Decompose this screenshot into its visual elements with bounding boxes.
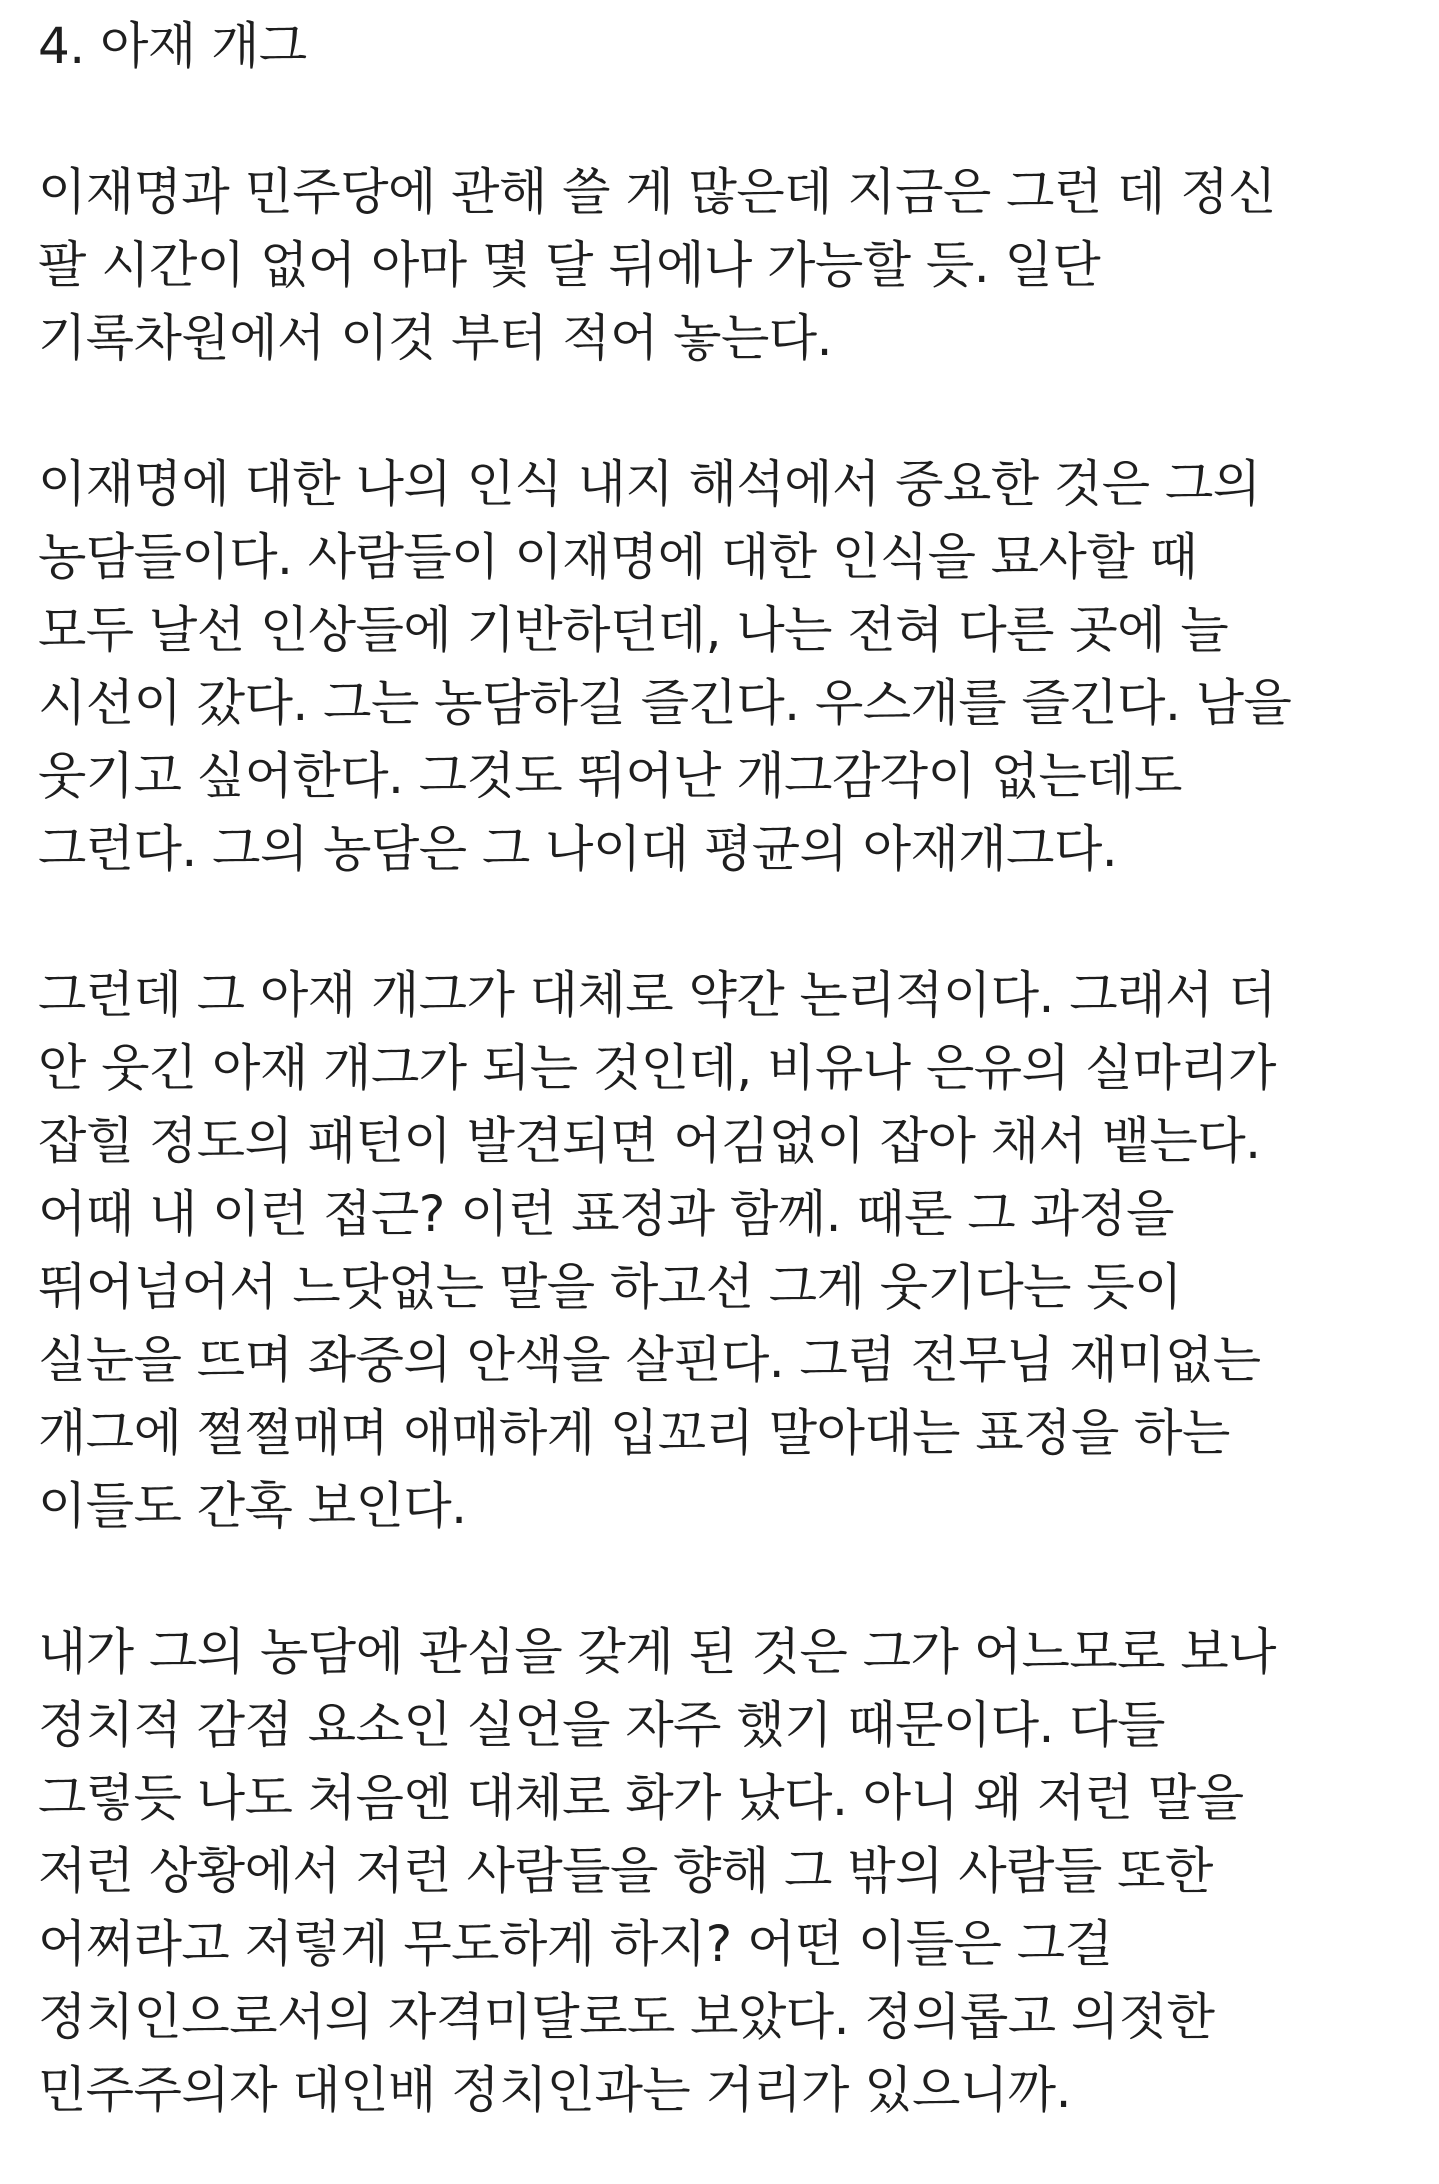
text-line: 민주주의자 대인배 정치인과는 거리가 있으니까. <box>38 2061 1071 2119</box>
paragraph-gap <box>38 83 1418 156</box>
paragraph-3 <box>38 959 1418 1543</box>
paragraph-gap <box>38 1543 1418 1616</box>
text-line: 어쩌라고 저렇게 무도하게 하지? 어떤 이들은 그걸 <box>38 1915 1113 1973</box>
text-line: 모두 날선 인상들에 기반하던데, 나는 전혀 다른 곳에 늘 <box>38 601 1229 659</box>
text-line: 잡힐 정도의 패턴이 발견되면 어김없이 잡아 채서 뱉는다. <box>38 1112 1261 1170</box>
text-line: 실눈을 뜨며 좌중의 안색을 살핀다. 그럼 전무님 재미없는 <box>38 1331 1261 1389</box>
paragraph-gap <box>38 886 1418 959</box>
text-line: 내가 그의 농담에 관심을 갖게 된 것은 그가 어느모로 보나 <box>38 1623 1276 1681</box>
text-line: 웃기고 싶어한다. 그것도 뛰어난 개그감각이 없는데도 <box>38 747 1182 805</box>
paragraph-1 <box>38 156 1418 375</box>
text-line: 기록차원에서 이것 부터 적어 놓는다. <box>38 309 832 367</box>
text-line: 이들도 간혹 보인다. <box>38 1477 467 1535</box>
text-line: 정치적 감점 요소인 실언을 자주 했기 때문이다. 다들 <box>38 1696 1165 1754</box>
text-line: 저런 상황에서 저런 사람들을 향해 그 밖의 사람들 또한 <box>38 1842 1213 1900</box>
text-line: 시선이 갔다. 그는 농담하길 즐긴다. 우스개를 즐긴다. 남을 <box>38 674 1292 732</box>
text-line: 어때 내 이런 접근? 이런 표정과 함께. 때론 그 과정을 <box>38 1185 1174 1243</box>
document-body <box>38 10 1418 2127</box>
paragraph-2 <box>38 448 1418 886</box>
text-line: 안 웃긴 아재 개그가 되는 것인데, 비유나 은유의 실마리가 <box>38 1039 1276 1097</box>
text-line: 이재명에 대한 나의 인식 내지 해석에서 중요한 것은 그의 <box>38 455 1261 513</box>
text-line: 뛰어넘어서 느닷없는 말을 하고선 그게 웃기다는 듯이 <box>38 1258 1182 1316</box>
section-heading: 4. 아재 개그 <box>38 17 307 75</box>
text-line: 팔 시간이 없어 아마 몇 달 뒤에나 가능할 듯. 일단 <box>38 236 1101 294</box>
text-line: 그런데 그 아재 개그가 대체로 약간 논리적이다. 그래서 더 <box>38 966 1276 1024</box>
text-line: 이재명과 민주당에 관해 쓸 게 많은데 지금은 그런 데 정신 <box>38 163 1276 221</box>
text-line: 그런다. 그의 농담은 그 나이대 평균의 아재개그다. <box>38 820 1118 878</box>
paragraph-4 <box>38 1616 1418 2127</box>
text-line: 정치인으로서의 자격미달로도 보았다. 정의롭고 의젓한 <box>38 1988 1215 2046</box>
paragraph-gap <box>38 375 1418 448</box>
text-line: 농담들이다. 사람들이 이재명에 대한 인식을 묘사할 때 <box>38 528 1198 586</box>
text-line: 개그에 쩔쩔매며 애매하게 입꼬리 말아대는 표정을 하는 <box>38 1404 1230 1462</box>
text-line: 그렇듯 나도 처음엔 대체로 화가 났다. 아니 왜 저런 말을 <box>38 1769 1244 1827</box>
